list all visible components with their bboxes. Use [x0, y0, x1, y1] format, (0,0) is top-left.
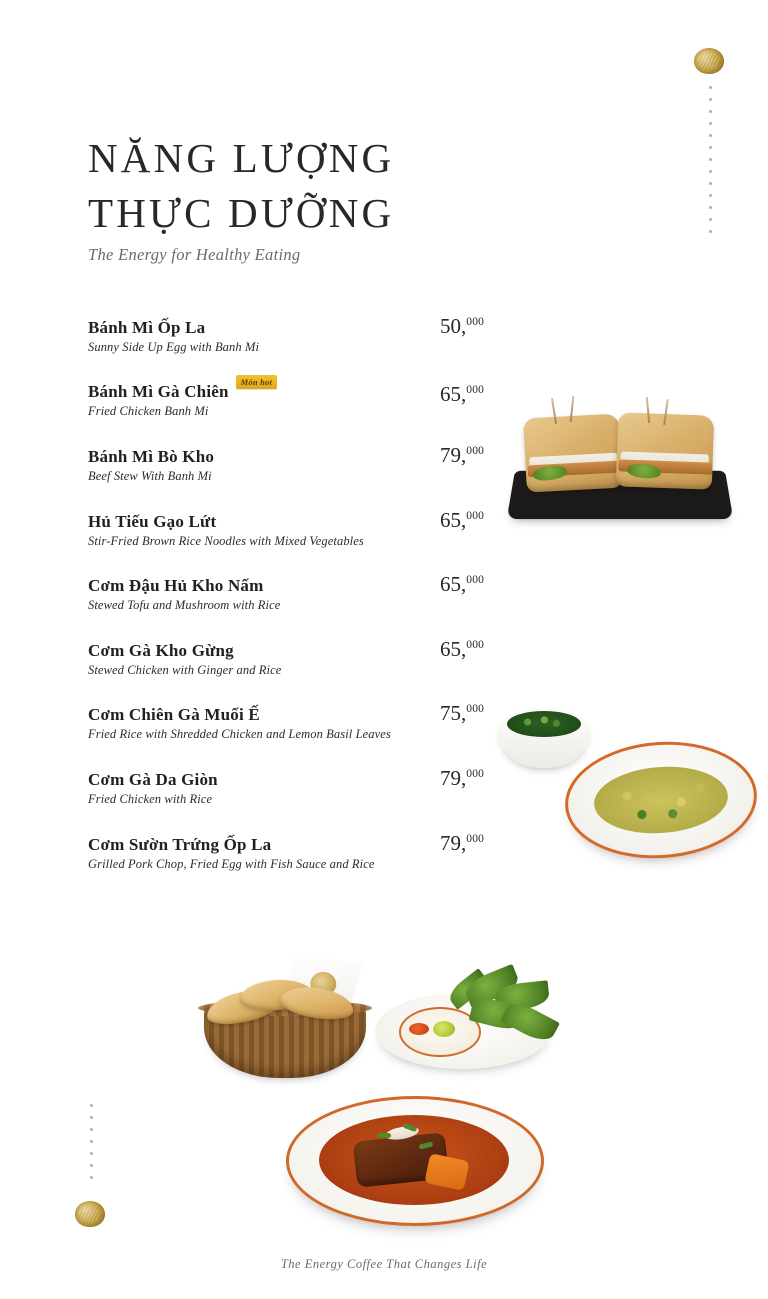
menu-item-description: Sunny Side Up Egg with Banh Mi — [88, 340, 260, 354]
soup-bowl — [498, 706, 590, 768]
fried-rice — [592, 762, 730, 837]
menu-item-description: Stir-Fried Brown Rice Noodles with Mixed Vegetables — [88, 534, 364, 548]
rail-dot — [90, 1140, 93, 1143]
gold-seal-icon — [75, 1201, 105, 1227]
menu-item-price — [440, 314, 484, 339]
menu-item-description: Fried Rice with Shredded Chicken and Lemon Basil Leaves — [88, 727, 391, 741]
menu-item-name: Cơm Chiên Gà Muối Ế — [88, 705, 260, 724]
banh-mi-sandwich — [523, 414, 623, 493]
menu-item-description: Stewed Tofu and Mushroom with Rice — [88, 598, 281, 612]
price-main: 65, — [440, 637, 467, 661]
price-cents: 000 — [466, 768, 485, 780]
rice-plate — [561, 735, 761, 864]
rail-dot — [90, 1152, 93, 1155]
hot-item-badge: Món hot — [236, 375, 277, 389]
menu-item-name: Hủ Tiếu Gạo Lứt — [88, 512, 217, 531]
menu-item-price — [440, 637, 484, 662]
price-cents: 000 — [466, 510, 485, 522]
menu-item[interactable] — [88, 831, 518, 872]
menu-item-price — [440, 766, 484, 791]
rail-dot — [709, 146, 712, 149]
menu-item-price — [440, 572, 484, 597]
menu-item[interactable] — [88, 443, 518, 484]
stew-plate — [286, 1096, 544, 1226]
menu-item-description: Beef Stew With Banh Mi — [88, 469, 212, 483]
fried-rice-photo — [495, 700, 751, 860]
rail-dot — [709, 170, 712, 173]
menu-item-description: Grilled Pork Chop, Fried Egg with Fish Sauce and Rice — [88, 857, 375, 871]
menu-item-name: Bánh Mì Gà Chiên — [88, 382, 229, 401]
herb-plate-photo — [375, 975, 565, 1075]
rail-dot — [90, 1104, 93, 1107]
price-cents: 000 — [466, 703, 485, 715]
rail-dot — [709, 110, 712, 113]
menu-item[interactable] — [88, 572, 518, 613]
rail-dot — [709, 158, 712, 161]
price-cents: 000 — [466, 316, 485, 328]
price-main: 50, — [440, 314, 467, 338]
price-main: 65, — [440, 382, 467, 406]
price-main: 79, — [440, 766, 467, 790]
price-cents: 000 — [466, 833, 485, 845]
rail-dot — [709, 98, 712, 101]
page-subtitle: The Energy for Healthy Eating — [88, 245, 301, 265]
rail-dot — [90, 1116, 93, 1119]
lime-wedge — [433, 1021, 455, 1037]
price-cents: 000 — [466, 384, 485, 396]
gold-seal-icon — [694, 48, 724, 74]
price-main: 79, — [440, 443, 467, 467]
rail-dot — [709, 194, 712, 197]
menu-item-name: Cơm Sườn Trứng Ốp La — [88, 835, 272, 854]
rail-dot — [709, 218, 712, 221]
menu-item-name: Cơm Gà Kho Gừng — [88, 641, 234, 660]
price-main: 79, — [440, 831, 467, 855]
menu-item[interactable] — [88, 377, 518, 419]
menu-item-name: Bánh Mì Ốp La — [88, 318, 206, 337]
price-cents: 000 — [466, 445, 485, 457]
menu-item[interactable] — [88, 314, 518, 355]
rail-dot — [90, 1164, 93, 1167]
beef-stew-photo — [286, 1096, 546, 1226]
menu-item[interactable] — [88, 508, 518, 549]
menu-item-name: Bánh Mì Bò Kho — [88, 447, 215, 466]
title-line-2: THỰC DƯỠNG — [88, 189, 395, 236]
menu-item-price — [440, 382, 484, 407]
price-cents: 000 — [466, 639, 485, 651]
title-line-1: NĂNG LƯỢNG — [88, 135, 395, 181]
menu-item-price — [440, 508, 484, 533]
menu-item[interactable] — [88, 637, 518, 678]
rail-dot — [709, 182, 712, 185]
price-main: 75, — [440, 701, 467, 725]
rail-dot — [709, 86, 712, 89]
bread-basket-photo — [196, 960, 381, 1082]
scallion-garnish — [377, 1133, 391, 1138]
price-cents: 000 — [466, 574, 485, 586]
menu-item[interactable] — [88, 701, 518, 742]
rail-dot — [709, 206, 712, 209]
menu-list — [88, 314, 518, 895]
rail-dot — [709, 122, 712, 125]
title-heading — [88, 131, 608, 240]
dotted-rail-bottom-left — [90, 1104, 93, 1179]
menu-item-description: Fried Chicken with Rice — [88, 792, 213, 806]
menu-item[interactable] — [88, 766, 518, 807]
menu-item-price — [440, 443, 484, 468]
menu-item-description: Fried Chicken Banh Mi — [88, 404, 209, 418]
footer-tagline: The Energy Coffee That Changes Life — [280, 1257, 488, 1271]
price-main: 65, — [440, 572, 467, 596]
price-main: 65, — [440, 508, 467, 532]
menu-item-price — [440, 831, 484, 856]
menu-item-name: Cơm Đậu Hủ Kho Nấm — [88, 576, 264, 595]
rail-dot — [90, 1176, 93, 1179]
menu-item-price — [440, 701, 484, 726]
rail-dot — [709, 134, 712, 137]
chili-paste — [409, 1023, 429, 1035]
menu-item-name: Cơm Gà Da Giòn — [88, 770, 218, 789]
rail-dot — [709, 230, 712, 233]
dotted-rail-top-right — [709, 86, 712, 233]
banh-mi-photo — [505, 392, 747, 542]
rail-dot — [90, 1128, 93, 1131]
menu-item-description: Stewed Chicken with Ginger and Rice — [88, 663, 282, 677]
page-title — [88, 131, 608, 265]
